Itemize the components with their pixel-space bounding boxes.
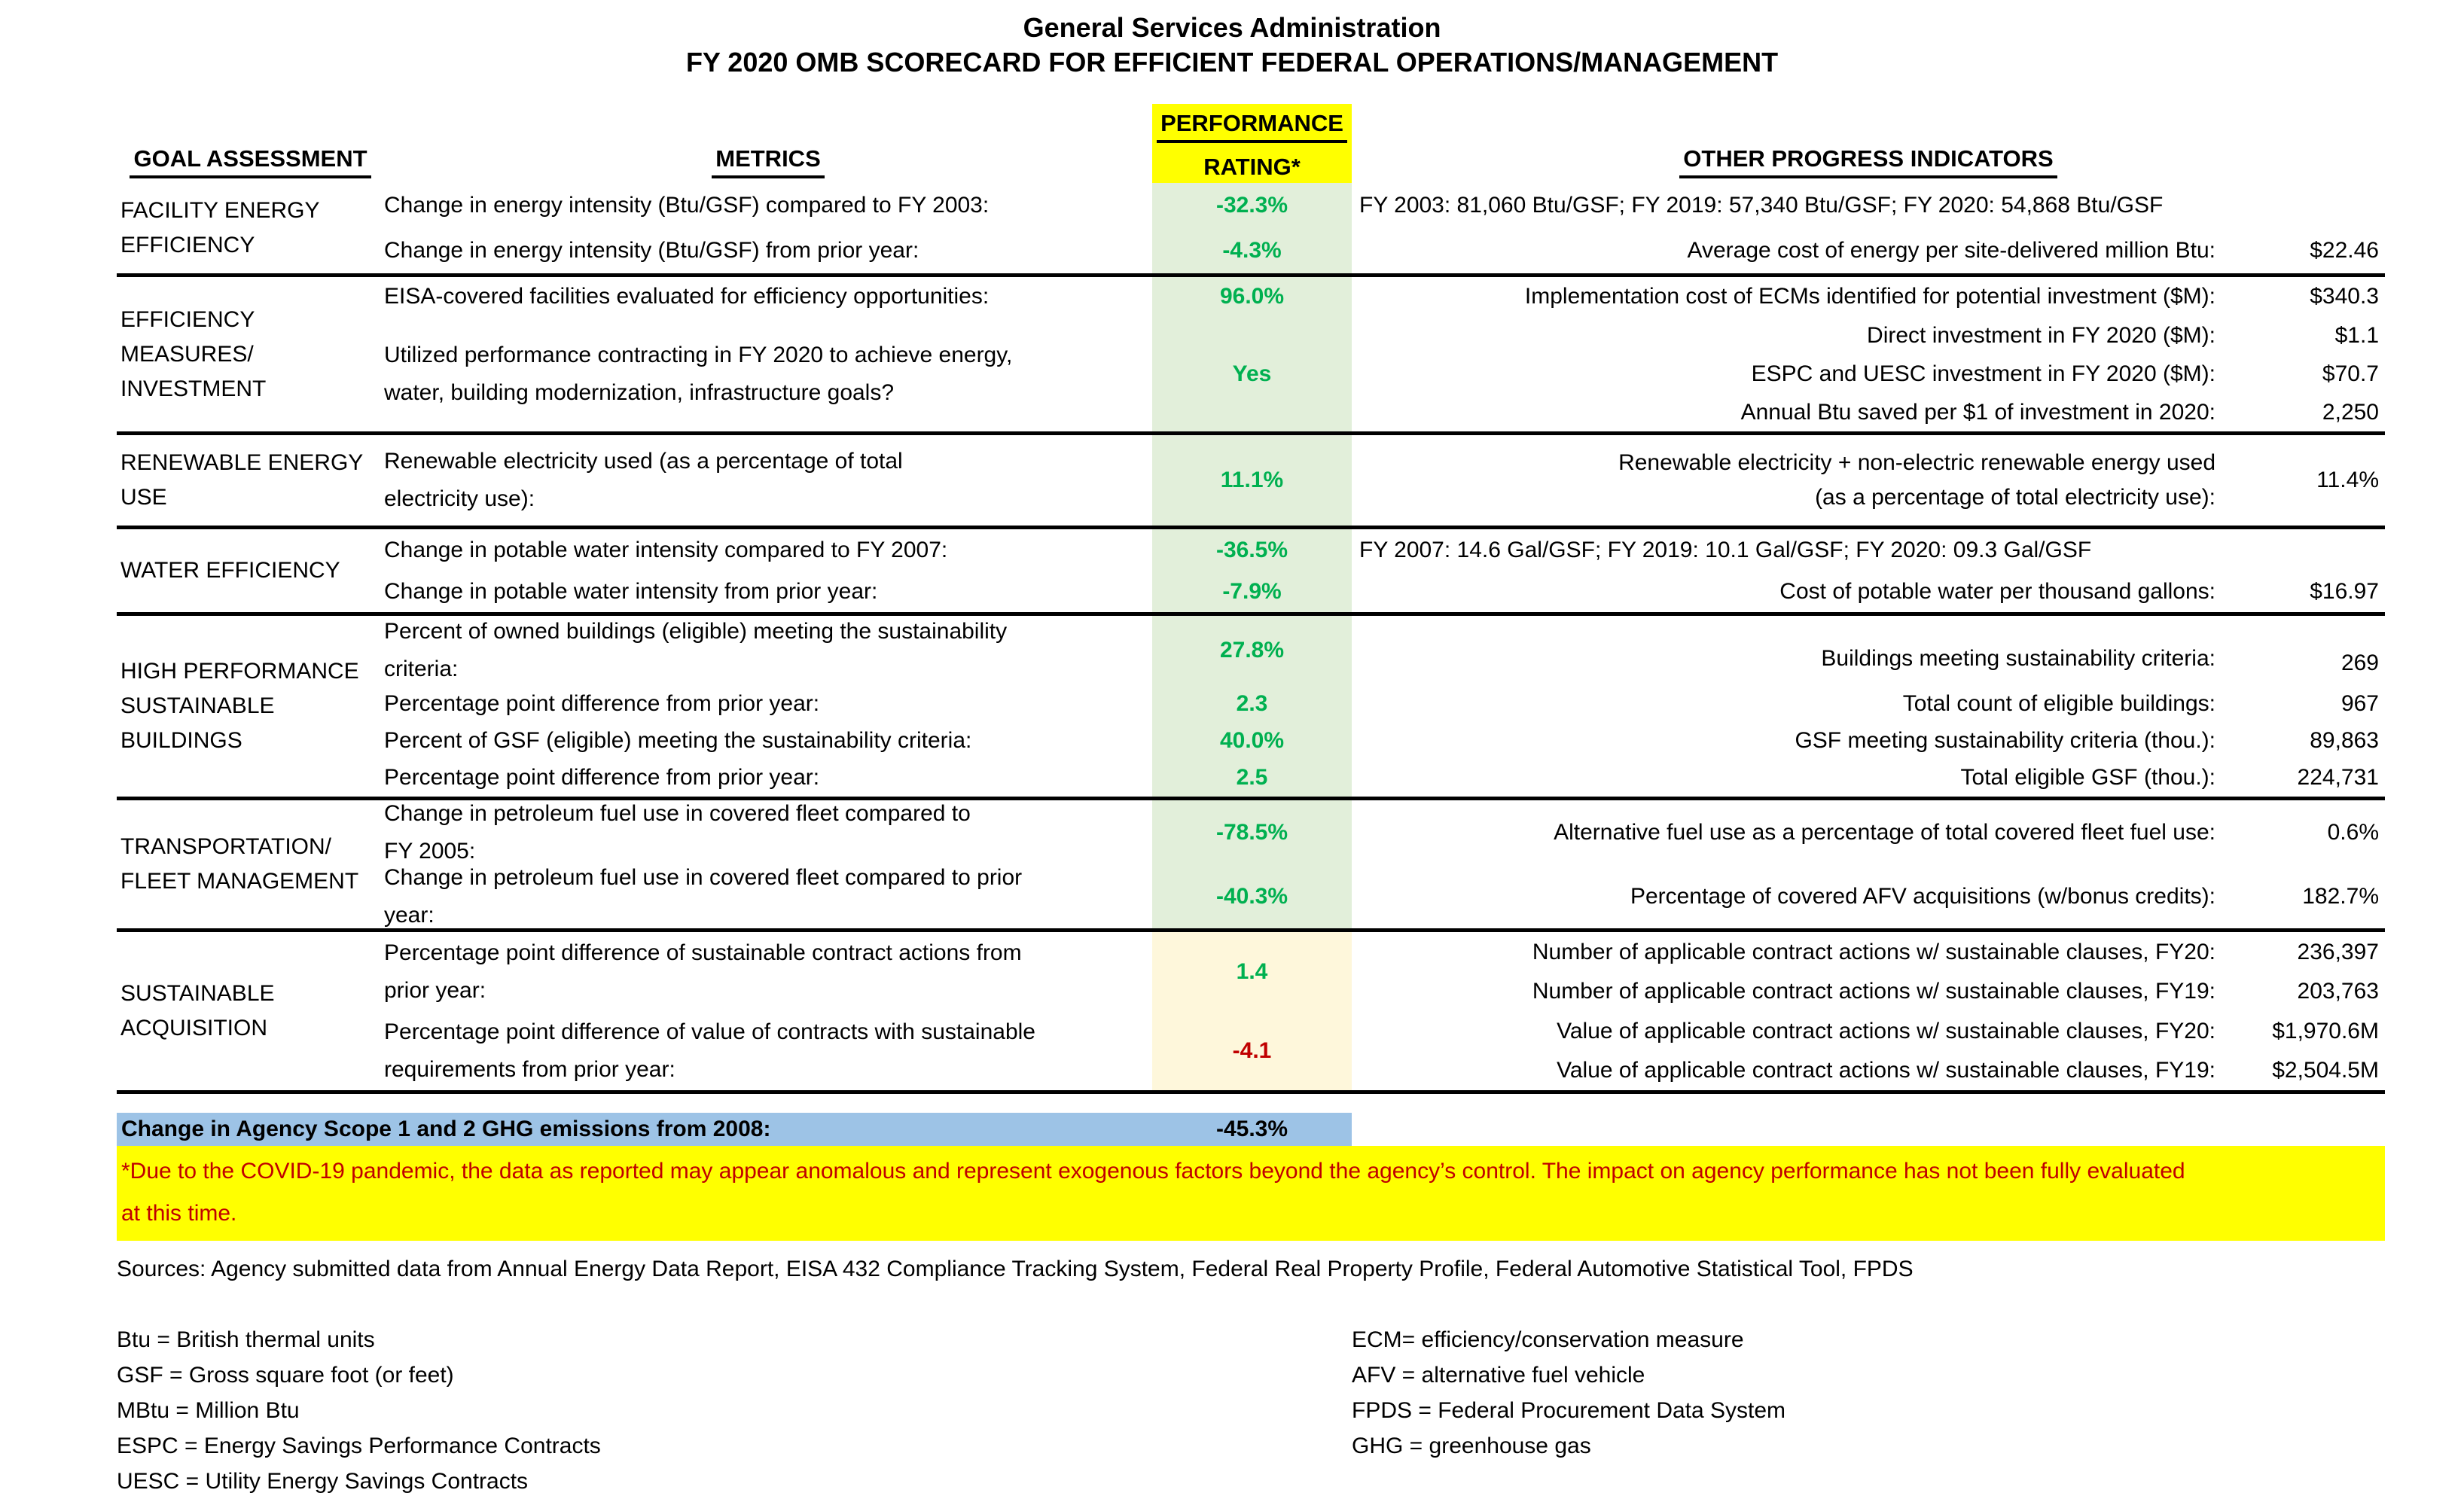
indicator-row: Value of applicable contract actions w/ sustainable clauses, FY19: $2,504.5M (1557, 1058, 2379, 1083)
scorecard-table (117, 104, 2385, 1094)
abbreviation-item: MBtu = Million Btu (117, 1398, 300, 1423)
indicator-text: FY 2003: 81,060 Btu/GSF; FY 2019: 57,340 Btu/GSF; FY 2020: 54,868 Btu/GSF (1359, 193, 2164, 218)
rating-value: -4.1 (1232, 1037, 1272, 1063)
rating-value: Yes (1232, 361, 1272, 386)
section-renewable-energy-use (117, 435, 2385, 529)
indicator-row: Total eligible GSF (thou.): 224,731 (1960, 765, 2379, 790)
indicator-row: ESPC and UESC investment in FY 2020 ($M): $70.7 (1751, 361, 2379, 386)
ghg-emissions-label: Change in Agency Scope 1 and 2 GHG emissions from 2008: (121, 1117, 771, 1141)
section-water-efficiency (117, 529, 2385, 616)
rating-value: -32.3% (1215, 193, 1288, 218)
goal-label: FACILITY ENERGY EFFICIENCY (120, 198, 320, 257)
rating-value: 2.5 (1236, 765, 1268, 790)
metric-row: Renewable electricity used (as a percentage of total electricity use): (384, 449, 903, 511)
rating-value: -78.5% (1215, 819, 1288, 845)
goal-label: TRANSPORTATION/ FLEET MANAGEMENT (120, 834, 359, 894)
metrics-header: METRICS (384, 145, 1152, 183)
abbreviation-item: FPDS = Federal Procurement Data System (1352, 1398, 1786, 1423)
abbreviation-item: ECM= efficiency/conservation measure (1352, 1327, 1744, 1352)
metric-row: Percent of GSF (eligible) meeting the sustainability criteria: (384, 727, 972, 753)
indicator-row: Alternative fuel use as a percentage of total covered fleet fuel use: 0.6% (1554, 819, 2379, 845)
indicator-row: Direct investment in FY 2020 ($M): $1.1 (1867, 322, 2379, 348)
metric-row: Change in petroleum fuel use in covered fleet compared to prior year: (384, 864, 1023, 928)
indicator-row: Buildings meeting sustainability criteria: 269 (1821, 646, 2379, 675)
indicator-row: Total count of eligible buildings: 967 (1902, 690, 2379, 716)
abbreviations (117, 1322, 2385, 1499)
performance-rating-header: PERFORMANCE RATING* (1152, 104, 1352, 183)
indicator-row: Value of applicable contract actions w/ sustainable clauses, FY20: $1,970.6M (1557, 1018, 2379, 1044)
rating-value: -40.3% (1215, 883, 1288, 909)
abbreviations-right-column (1352, 1322, 2385, 1499)
covid-footnote: *Due to the COVID-19 pandemic, the data as reported may appear anomalous and represent exogenous factors beyond the agency’s control. The impact on agency performance has not been fully evaluated at this time. (117, 1146, 2385, 1241)
metric-row: Change in potable water intensity compared to FY 2007: (384, 537, 948, 562)
indicator-row: Average cost of energy per site-delivered million Btu: $22.46 (1687, 238, 2379, 263)
abbreviation-item: AFV = alternative fuel vehicle (1352, 1363, 1645, 1388)
ghg-emissions-value: -45.3% (1215, 1117, 1288, 1141)
section-transportation-fleet-management (117, 800, 2385, 932)
ghg-emissions-row (117, 1113, 1352, 1146)
rating-value: 2.3 (1236, 690, 1268, 716)
section-sustainable-acquisition (117, 932, 2385, 1094)
title-agency: General Services Administration (1023, 12, 1441, 43)
goal-label: WATER EFFICIENCY (120, 558, 340, 583)
metric-row: Percentage point difference of sustainable contract actions from prior year: (384, 940, 1022, 1003)
metric-row: Percentage point difference of value of contracts with sustainable requirements from prior year: (384, 1019, 1035, 1082)
goal-assessment-header: GOAL ASSESSMENT (117, 145, 384, 183)
indicator-row: Percentage of covered AFV acquisitions (w/bonus credits): 182.7% (1630, 883, 2379, 909)
section-facility-energy-efficiency (117, 183, 2385, 277)
sources-line: Sources: Agency submitted data from Annual Energy Data Report, EISA 432 Compliance Tracking System, Federal Real Property Profile, Federal Automotive Statistical Tool, FPDS (117, 1257, 1914, 1281)
document-title (0, 0, 2464, 80)
rating-value: 11.1% (1220, 468, 1284, 492)
other-progress-indicators-header: OTHER PROGRESS INDICATORS (1352, 145, 2385, 183)
table-header-row (117, 104, 2385, 183)
indicator-row: GSF meeting sustainability criteria (thou.): 89,863 (1795, 727, 2379, 753)
abbreviation-item: ESPC = Energy Savings Performance Contracts (117, 1433, 601, 1458)
metric-row: Change in potable water intensity from prior year: (384, 578, 878, 604)
metric-row: Percentage point difference from prior year: (384, 765, 820, 790)
metric-row: Change in energy intensity (Btu/GSF) compared to FY 2003: (384, 193, 990, 218)
metric-row: Percent of owned buildings (eligible) meeting the sustainability criteria: (384, 619, 1008, 681)
rating-value: -4.3% (1222, 238, 1282, 263)
indicator-row: Renewable electricity + non-electric renewable energy used (as a percentage of total electricity use): 11.4% (1618, 450, 2379, 510)
goal-label: RENEWABLE ENERGY USE (120, 450, 364, 510)
abbreviation-item: Btu = British thermal units (117, 1327, 375, 1352)
goal-label: EFFICIENCY MEASURES/ INVESTMENT (120, 306, 267, 401)
metric-row: Percentage point difference from prior year: (384, 690, 820, 716)
abbreviations-left-column (117, 1322, 1352, 1499)
metric-row: Utilized performance contracting in FY 2020 to achieve energy, water, building modernization, infrastructure goals? (384, 342, 1013, 405)
indicator-row: Annual Btu saved per $1 of investment in 2020: 2,250 (1740, 399, 2379, 425)
rating-value: 1.4 (1236, 958, 1268, 984)
section-high-performance-sustainable-buildings (117, 616, 2385, 800)
indicator-row: Number of applicable contract actions w/ sustainable clauses, FY19: 203,763 (1532, 979, 2379, 1004)
indicator-row: Implementation cost of ECMs identified for potential investment ($M): $340.3 (1524, 284, 2379, 309)
rating-value: 40.0% (1219, 727, 1285, 753)
abbreviation-item: UESC = Utility Energy Savings Contracts (117, 1469, 529, 1494)
rating-value: 96.0% (1219, 284, 1285, 309)
rating-value: 27.8% (1219, 638, 1285, 663)
rating-value: -36.5% (1215, 537, 1288, 562)
goal-label: SUSTAINABLE ACQUISITION (120, 981, 275, 1040)
metric-row: Change in petroleum fuel use in covered fleet compared to FY 2005: (384, 800, 971, 864)
section-efficiency-measures-investment (117, 277, 2385, 435)
goal-label: HIGH PERFORMANCE SUSTAINABLE BUILDINGS (120, 659, 359, 753)
metric-row: Change in energy intensity (Btu/GSF) from prior year: (384, 238, 919, 263)
abbreviation-item: GHG = greenhouse gas (1352, 1433, 1591, 1458)
indicator-row: Number of applicable contract actions w/ sustainable clauses, FY20: 236,397 (1532, 939, 2379, 964)
title-scorecard: FY 2020 OMB SCORECARD FOR EFFICIENT FEDERAL OPERATIONS/MANAGEMENT (685, 47, 1779, 78)
metric-row: EISA-covered facilities evaluated for efficiency opportunities: (384, 284, 990, 309)
indicator-row: Cost of potable water per thousand gallons: $16.97 (1779, 578, 2379, 604)
rating-value: -7.9% (1222, 578, 1282, 604)
abbreviation-item: GSF = Gross square foot (or feet) (117, 1363, 454, 1388)
indicator-text: FY 2007: 14.6 Gal/GSF; FY 2019: 10.1 Gal/GSF; FY 2020: 09.3 Gal/GSF (1359, 537, 2092, 562)
